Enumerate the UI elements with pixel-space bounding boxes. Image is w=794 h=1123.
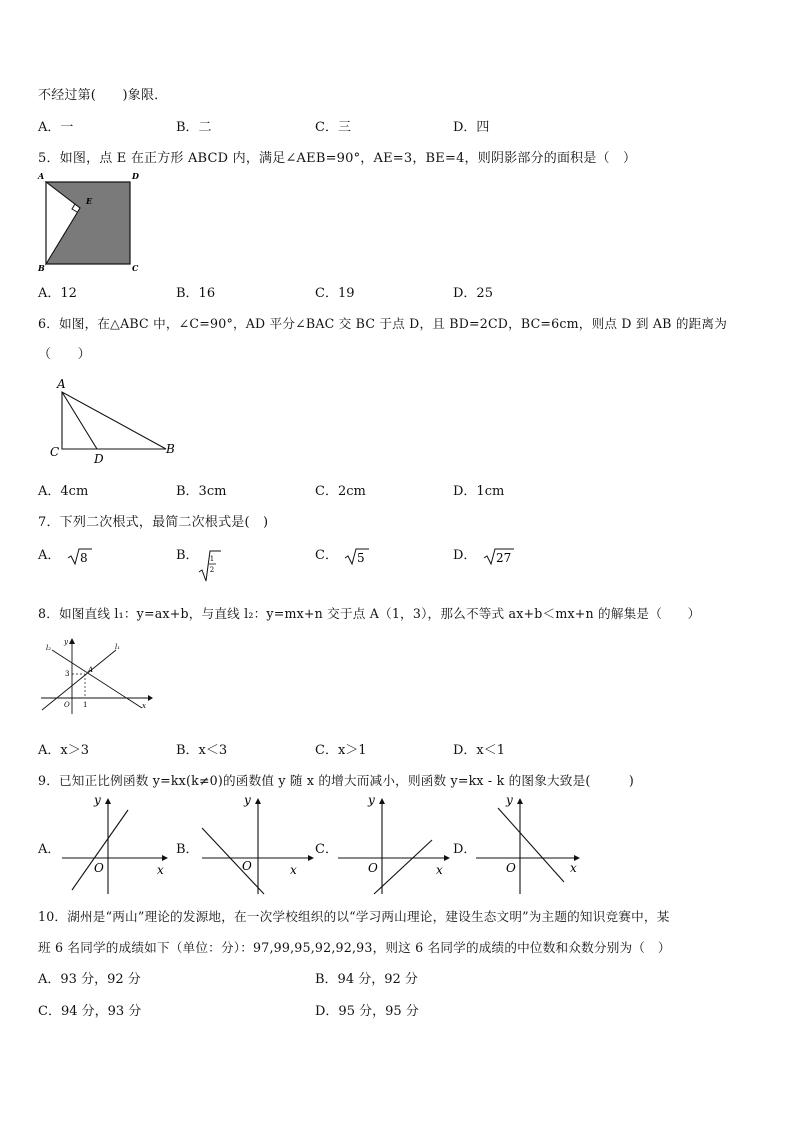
q6-label-d: D xyxy=(94,452,104,466)
q6-label-a: A xyxy=(57,377,66,391)
q8-option-c: C．x＞1 xyxy=(315,743,367,758)
svg-text:y: y xyxy=(506,793,513,807)
q9-stem: 9．已知正比例函数 y=kx(k≠0)的函数值 y 随 x 的增大而减小，则函数 y=kx - k 的图象大致是( ) xyxy=(38,773,634,788)
svg-text:O: O xyxy=(94,861,104,875)
svg-text:O: O xyxy=(368,861,378,875)
svg-text:2: 2 xyxy=(209,566,215,574)
q7-stem: 7．下列二次根式，最简二次根式是( ) xyxy=(38,515,269,530)
q6-option-a: A．4cm xyxy=(38,484,89,499)
q7-option-d xyxy=(453,544,515,566)
q6-label-c: C xyxy=(50,445,60,459)
q4-option-a: A．一 xyxy=(38,120,74,135)
q8-label-a: A xyxy=(88,666,94,674)
q7-option-b xyxy=(176,544,199,563)
q6-triangle-abc xyxy=(62,392,166,449)
q8-label-y: y xyxy=(64,638,68,646)
q6-option-b: B．3cm xyxy=(176,484,227,499)
q6-stem-line1: 6．如图，在△ABC 中，∠C=90°，AD 平分∠BAC 交 BC 于点 D，且 BD=2CD，BC=6cm，则点 D 到 AB 的距离为 xyxy=(38,316,727,331)
q5-square-figure xyxy=(34,170,144,272)
q7-sqrt-27 xyxy=(483,546,515,566)
q8-option-b: B．x＜3 xyxy=(176,743,228,758)
svg-text:x: x xyxy=(436,863,443,877)
svg-text:27: 27 xyxy=(495,550,511,565)
q8-label-3: 3 xyxy=(65,670,70,678)
q7-option-b-letter: B． xyxy=(176,548,199,563)
svg-text:x: x xyxy=(157,863,164,877)
q5-option-d: D．25 xyxy=(453,286,493,301)
q9-graph-c-line xyxy=(374,840,432,894)
q8-option-d: D．x＜1 xyxy=(453,743,506,758)
q5-option-b: B．16 xyxy=(176,286,216,301)
q6-label-b: B xyxy=(166,442,175,456)
q8-line-l1 xyxy=(42,650,116,710)
q10-option-b: B．94 分，92 分 xyxy=(315,972,418,987)
q10-option-a: A．93 分，92 分 xyxy=(38,972,141,987)
q9-graph-b xyxy=(196,790,320,896)
q6-option-c: C．2cm xyxy=(315,484,366,499)
svg-text:y: y xyxy=(94,793,101,807)
q8-stem: 8．如图直线 l₁：y=ax+b，与直线 l₂：y=mx+n 交于点 A（1，3），那么不等式 ax+b＜mx+n 的解集是（ ） xyxy=(38,606,701,621)
svg-text:y: y xyxy=(368,793,375,807)
q7-option-a-letter: A． xyxy=(38,548,61,563)
q5-label-c: C xyxy=(132,263,139,272)
q10-stem-line1: 10．湖州是“两山”理论的发源地，在一次学校组织的以“学习两山理论，建设生态文明”为主题的知识竞赛中，某 xyxy=(38,909,670,924)
q10-option-d: D．95 分，95 分 xyxy=(315,1004,419,1019)
q9-graph-b-line xyxy=(202,828,264,894)
q9-option-b-letter: B． xyxy=(176,842,199,857)
q4-stem-tail: 不经过第( )象限． xyxy=(38,88,168,103)
q7-option-c-letter: C． xyxy=(315,548,338,563)
svg-text:x: x xyxy=(290,863,297,877)
q8-label-1: 1 xyxy=(83,701,88,709)
q7-option-a xyxy=(38,544,93,566)
q9-option-c-letter: C． xyxy=(315,842,338,857)
q8-line-l2 xyxy=(52,650,142,708)
q4-option-c: C．三 xyxy=(315,120,351,135)
q10-stem-line2: 班 6 名同学的成绩如下（单位：分）：97,99,95,92,92,93，则这 6 名同学的成绩的中位数和众数分别为（ ） xyxy=(38,940,671,955)
q6-option-d: D．1cm xyxy=(453,484,505,499)
q5-label-a: A xyxy=(38,171,45,181)
q9-graph-c xyxy=(336,790,454,896)
q9-option-a-letter: A． xyxy=(38,842,61,857)
q7-sqrt-8 xyxy=(67,546,93,566)
q5-option-a: A．12 xyxy=(38,286,77,301)
q10-option-c: C．94 分，93 分 xyxy=(38,1004,142,1019)
q7-option-c xyxy=(315,544,370,566)
svg-text:x: x xyxy=(570,861,577,875)
q6-bisector-ad xyxy=(62,392,97,449)
q7-sqrt-5 xyxy=(344,546,370,566)
q9-graph-a xyxy=(56,790,176,896)
q8-label-x: x xyxy=(142,702,146,710)
q5-label-b: B xyxy=(38,263,45,272)
q6-triangle-figure xyxy=(44,372,184,468)
q8-label-l2: l₂ xyxy=(46,644,52,652)
q6-stem-line2: （ ） xyxy=(38,347,91,362)
q9-option-d-letter: D． xyxy=(453,842,477,857)
q7-sqrt-half xyxy=(198,549,222,583)
svg-text:y: y xyxy=(244,793,251,807)
q5-option-c: C．19 xyxy=(315,286,355,301)
q8-lines-figure xyxy=(38,636,154,718)
q8-label-l1: l₁ xyxy=(115,643,121,651)
svg-text:1: 1 xyxy=(209,555,215,563)
q9-graph-d xyxy=(474,790,586,896)
q4-option-d: D．四 xyxy=(453,120,490,135)
q9-graph-a-line xyxy=(72,810,128,890)
svg-text:8: 8 xyxy=(79,550,88,565)
q5-label-d: D xyxy=(132,171,139,181)
svg-text:O: O xyxy=(242,859,252,873)
q4-option-b: B．二 xyxy=(176,120,212,135)
q5-stem: 5．如图，点 E 在正方形 ABCD 内，满足∠AEB=90°，AE=3，BE=4，则阴影部分的面积是（ ） xyxy=(38,151,637,166)
svg-text:5: 5 xyxy=(357,550,365,565)
q8-option-a: A．x＞3 xyxy=(38,743,89,758)
q5-label-e: E xyxy=(86,196,93,206)
q8-label-o: O xyxy=(64,701,70,709)
q7-option-d-letter: D． xyxy=(453,548,477,563)
svg-text:O: O xyxy=(506,861,516,875)
